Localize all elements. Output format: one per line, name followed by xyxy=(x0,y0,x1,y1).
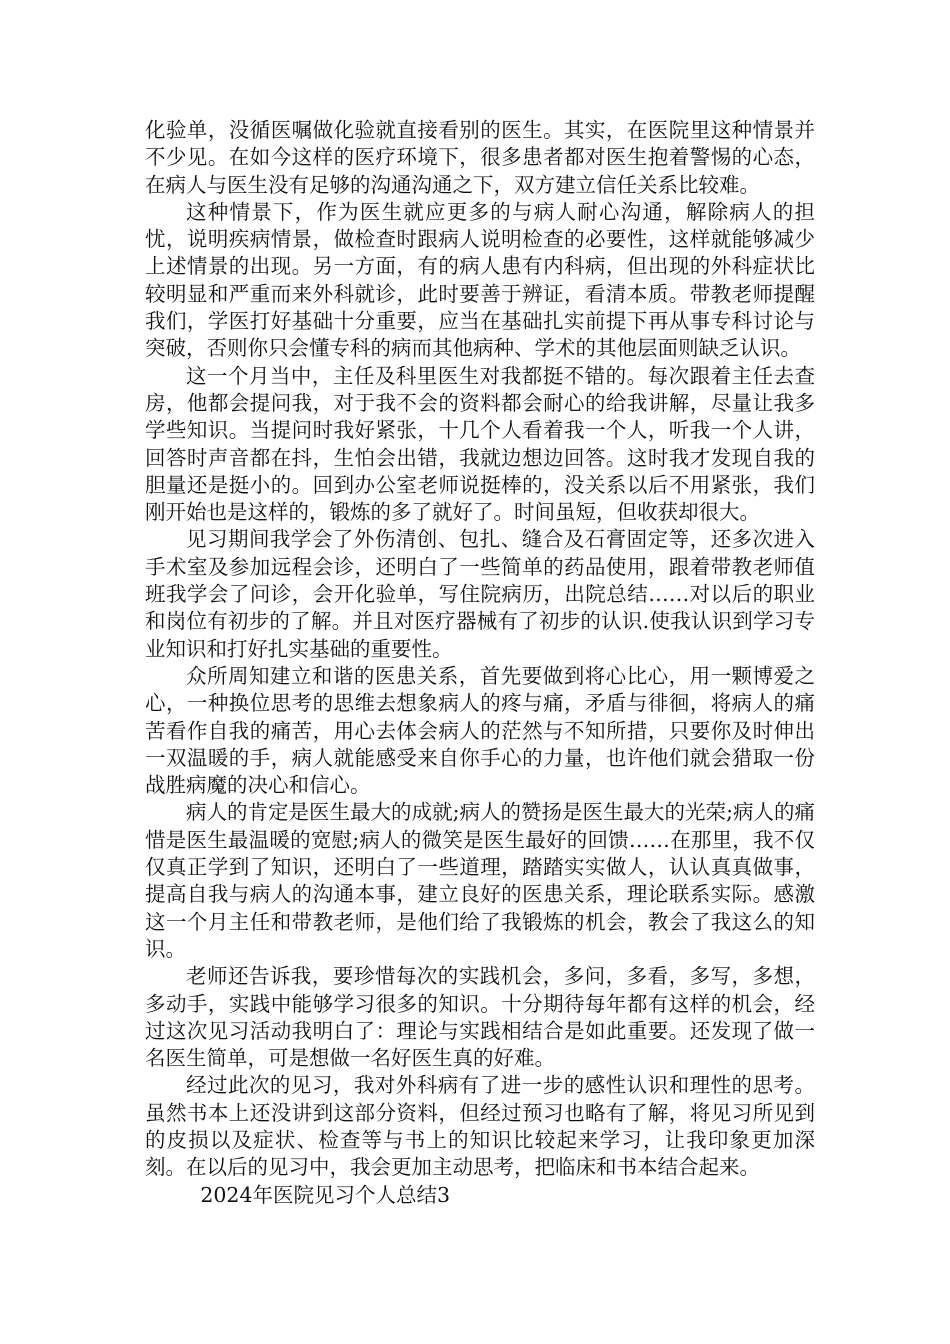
section-heading: 2024年医院见习个人总结3 xyxy=(200,1182,451,1207)
paragraph-continued: 化验单，没循医嘱做化验就直接看别的医生。其实，在医院里这种情景并不少见。在如今这样的医疗环境下，很多患者都对医生抱着警惕的心态，在病人与医生没有足够的沟通沟通之下，双方建立信任关系比较难。 xyxy=(145,118,815,197)
paragraph-doctor-patient-relationship: 众所周知建立和谐的医患关系，首先要做到将心比心，用一颗博爱之心，一种换位思考的思维去想象病人的疼与痛，矛盾与徘徊，将病人的痛苦看作自我的痛苦，用心去体会病人的茫然与不知所措，只要你及时伸出一双温暖的手，病人就能感受来自你手心的力量，也许他们就会猎取一份战胜病魔的决心和信心。 xyxy=(145,663,815,798)
paragraph-practice-opportunities: 老师还告诉我，要珍惜每次的实践机会，多问，多看，多写，多想，多动手，实践中能够学习很多的知识。十分期待每年都有这样的机会，经过这次见习活动我明白了：理论与实践相结合是如此重要。还发现了做一名医生简单，可是想做一名好医生真的好难。 xyxy=(145,964,815,1071)
paragraph-patient-recognition: 病人的肯定是医生最大的成就;病人的赞扬是医生最大的光荣;病人的痛惜是医生最温暖的宽慰;病人的微笑是医生最好的回馈……在那里，我不仅仅真正学到了知识，还明白了一些道理，踏踏实实做人，认认真真做事，提高自我与病人的沟通本事，建立良好的医患关系，理论联系实际。感激这一个月主任和带教老师，是他们给了我锻炼的机会，教会了我这么的知识。 xyxy=(145,800,815,961)
paragraph-conclusion: 经过此次的见习，我对外科病有了进一步的感性认识和理性的思考。虽然书本上还没讲到这部分资料，但经过预习也略有了解，将见习所见到的皮损以及症状、检查等与书上的知识比较起来学习，让我印象更加深刻。在以后的见习中，我会更加主动思考，把临床和书本结合起来。 xyxy=(145,1073,815,1180)
paragraph-communication: 这种情景下，作为医生就应更多的与病人耐心沟通，解除病人的担忧，说明疾病情景，做检查时跟病人说明检查的必要性，这样就能够减少上述情景的出现。另一方面，有的病人患有内科病，但出现的外科症状比较明显和严重而来外科就诊，此时要善于辨证，看清本质。带教老师提醒我们，学医打好基础十分重要，应当在基础扎实前提下再从事专科讨论与突破，否则你只会懂专科的病而其他病种、学术的其他层面则缺乏认识。 xyxy=(145,199,815,361)
document-body xyxy=(145,117,815,1209)
paragraph-skills-learned: 见习期间我学会了外伤清创、包扎、缝合及石膏固定等，还多次进入手术室及参加远程会诊，还明白了一些简单的药品使用，跟着带教老师值班我学会了问诊，会开化验单，写住院病历，出院总结……对以后的职业和岗位有初步的了解。并且对医疗器械有了初步的认识.使我认识到学习专业知识和打好扎实基础的重要性。 xyxy=(145,527,815,661)
paragraph-ward-rounds: 这一个月当中，主任及科里医生对我都挺不错的。每次跟着主任去查房，他都会提问我，对于我不会的资料都会耐心的给我讲解，尽量让我多学些知识。当提问时我好紧张，十几个人看着我一个人，听我一个人讲，回答时声音都在抖，生怕会出错，我就边想边回答。这时我才发现自我的胆量还是挺小的。回到办公室老师说挺棒的，没关系以后不用紧张，我们刚开始也是这样的，锻炼的多了就好了。时间虽短，但收获却很大。 xyxy=(145,363,815,525)
